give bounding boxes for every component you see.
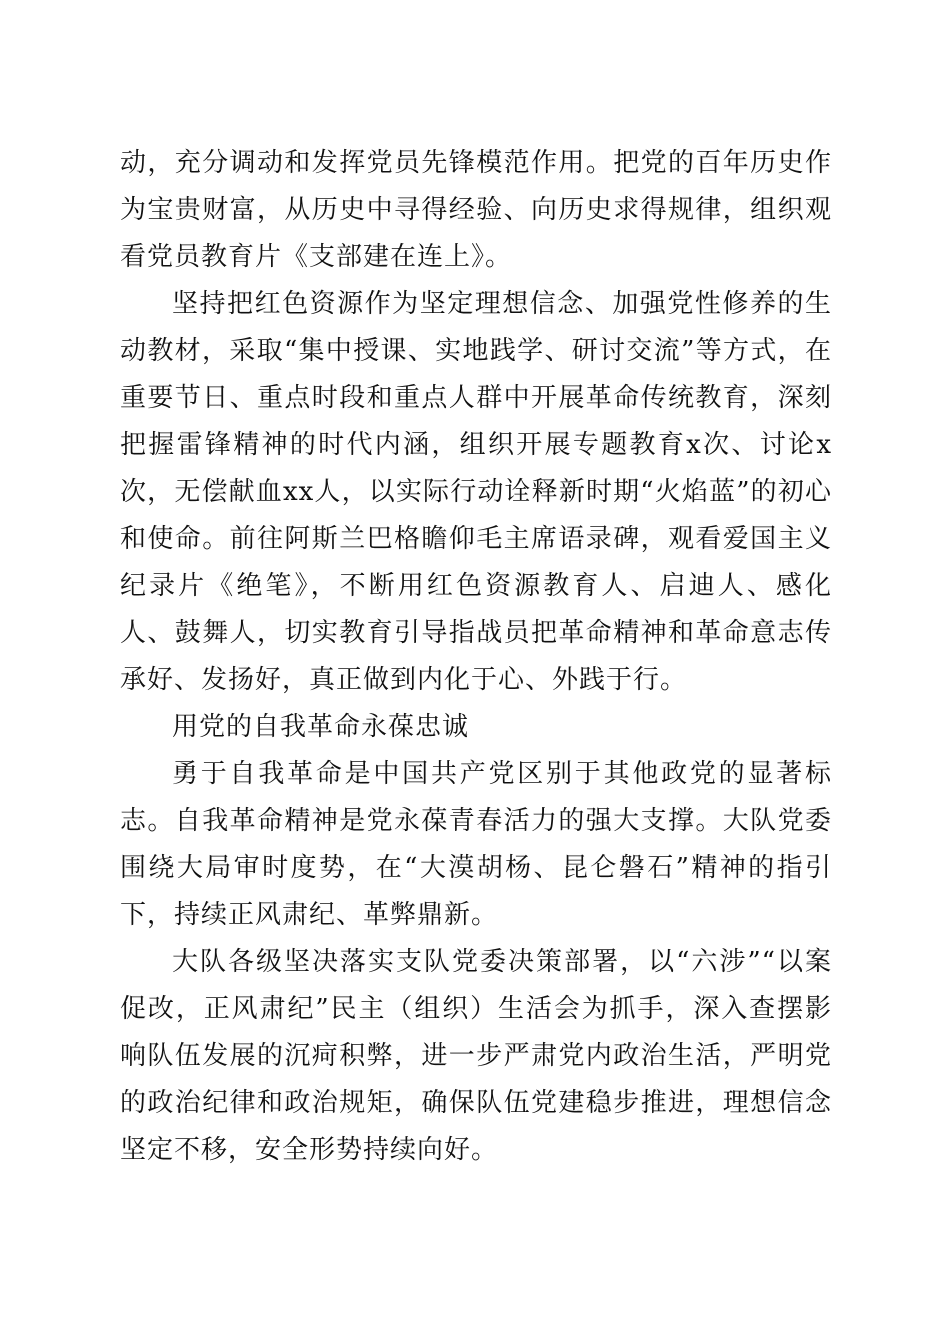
paragraph-self-revolution: 勇于自我革命是中国共产党区别于其他政党的显著标志。自我革命精神是党永葆青春活力的强大支撑。大队党委围绕大局审时度势，在“大漠胡杨、昆仑磐石”精神的指引下，持续正风肃纪、革弊鼎新。 bbox=[120, 759, 832, 930]
section-heading: 用党的自我革命永葆忠诚 bbox=[172, 712, 470, 742]
paragraph-implementation: 大队各级坚决落实支队党委决策部署，以“六涉”“以案促改，正风肃纪”民主（组织）生活会为抓手，深入查摆影响队伍发展的沉疴积弊，进一步严肃党内政治生活，严明党的政治纪律和政治规矩，确保队伍党建稳步推进，理想信念坚定不移，安全形势持续向好。 bbox=[120, 947, 832, 1165]
paragraph-red-resources: 坚持把红色资源作为坚定理想信念、加强党性修养的生动教材，采取“集中授课、实地践学、研讨交流”等方式，在重要节日、重点时段和重点人群中开展革命传统教育，深刻把握雷锋精神的时代内涵，组织开展专题教育x次、讨论x次，无偿献血xx人，以实际行动诠释新时期“火焰蓝”的初心和使命。前往阿斯兰巴格瞻仰毛主席语录碑，观看爱国主义纪录片《绝笔》，不断用红色资源教育人、启迪人、感化人、鼓舞人，切实教育引导指战员把革命精神和革命意志传承好、发扬好，真正做到内化于心、外践于行。 bbox=[120, 289, 832, 695]
paragraph-continuation: 动，充分调动和发挥党员先锋模范作用。把党的百年历史作为宝贵财富，从历史中寻得经验、向历史求得规律，组织观看党员教育片《支部建在连上》。 bbox=[120, 148, 832, 272]
document-body bbox=[120, 140, 832, 1174]
